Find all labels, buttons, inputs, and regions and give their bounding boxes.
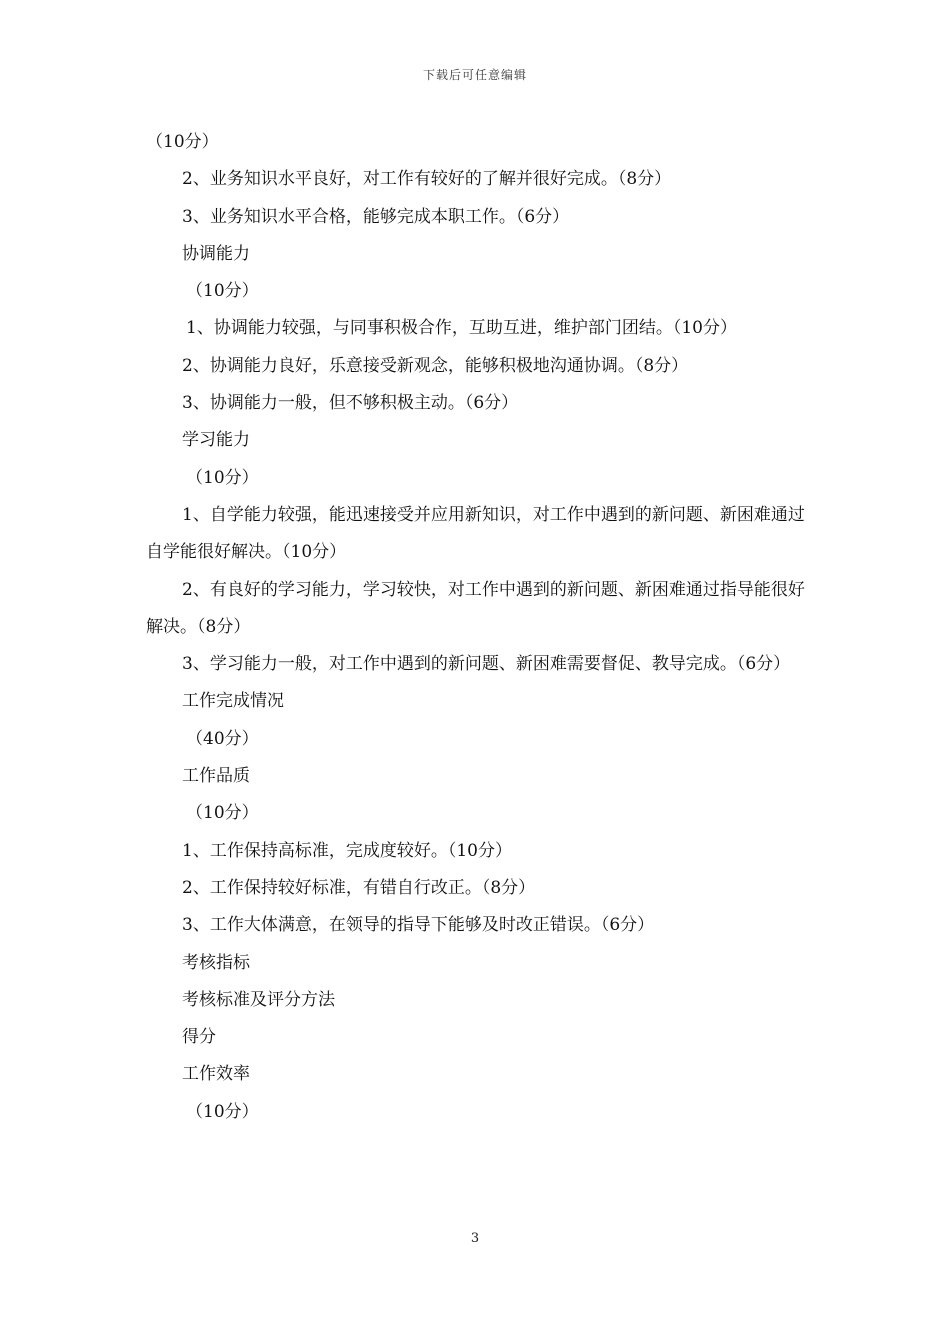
score-label: （40分） [186,728,259,749]
section-heading: 考核指标 [182,952,250,973]
section-heading: 考核标准及评分方法 [182,989,335,1010]
paragraph: 3、工作大体满意，在领导的指导下能够及时改正错误。（6分） [182,915,655,936]
paragraph: 2、工作保持较好标准，有错自行改正。（8分） [182,877,536,898]
score-label: （10分） [186,1101,259,1122]
paragraph: 1、自学能力较强，能迅速接受并应用新知识，对工作中遇到的新问题、新困难通过自学能很好解决。（10分） [146,504,805,563]
section-heading: 工作完成情况 [182,691,284,712]
document-body [146,124,806,1131]
paragraph: 3、协调能力一般，但不够积极主动。（6分） [182,393,519,414]
paragraph: 2、业务知识水平良好，对工作有较好的了解并很好完成。（8分） [182,169,672,190]
paragraph: 1、工作保持高标准，完成度较好。（10分） [182,840,512,861]
section-heading: 协调能力 [182,243,250,264]
score-label: （10分） [186,281,259,302]
paragraph: 2、有良好的学习能力，学习较快，对工作中遇到的新问题、新困难通过指导能很好解决。（8分） [146,579,805,637]
section-heading: 工作效率 [182,1064,250,1085]
section-heading: 得分 [182,1027,216,1048]
paragraph: （10分） [146,132,219,152]
paragraph: 1、协调能力较强，与同事积极合作，互助互进，维护部门团结。（10分） [186,318,737,339]
page-number: 3 [470,1231,480,1246]
page-header: 下载后可任意编辑 [422,68,527,82]
paragraph: 3、业务知识水平合格，能够完成本职工作。（6分） [182,206,570,227]
section-heading: 学习能力 [182,430,250,451]
paragraph: 2、协调能力良好，乐意接受新观念，能够积极地沟通协调。（8分） [182,355,689,376]
paragraph: 3、学习能力一般，对工作中遇到的新问题、新困难需要督促、教导完成。（6分） [182,654,791,675]
section-heading: 工作品质 [182,766,250,787]
score-label: （10分） [186,467,259,488]
score-label: （10分） [186,803,259,824]
